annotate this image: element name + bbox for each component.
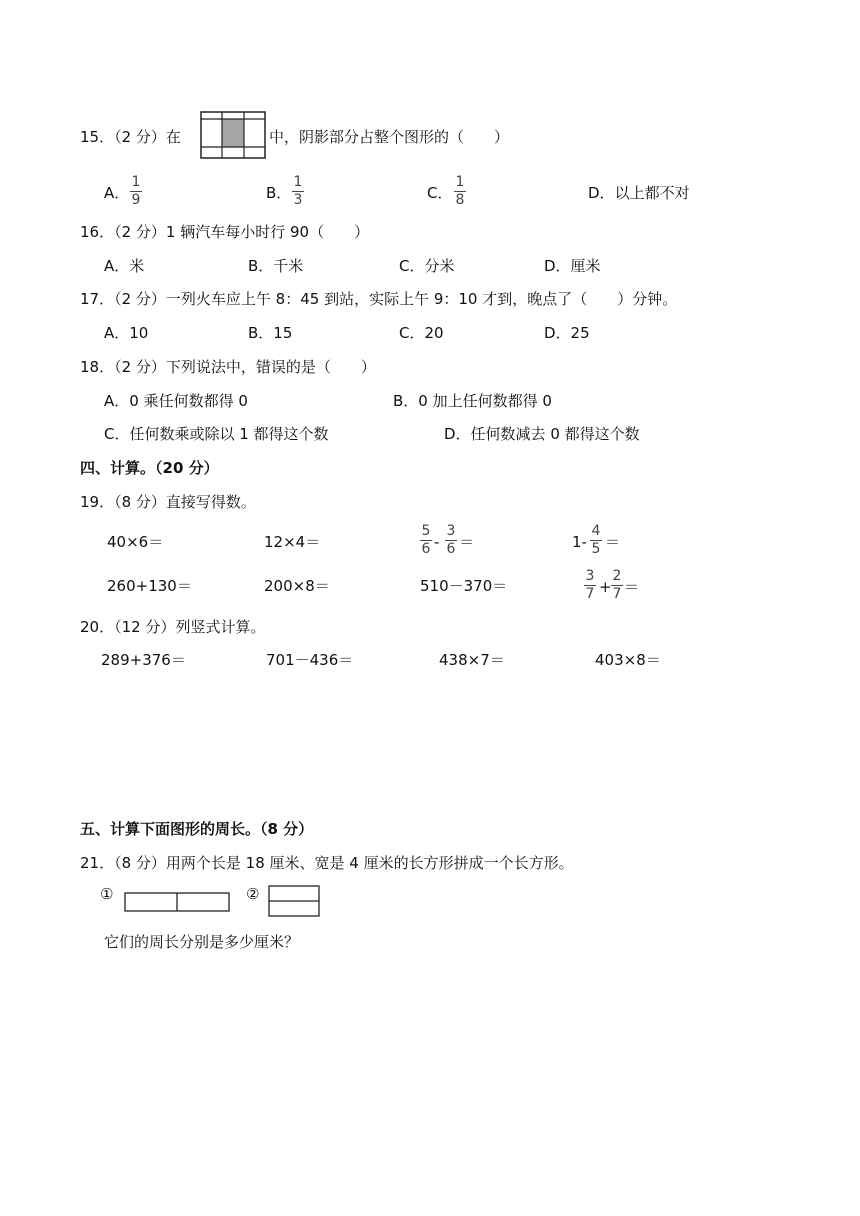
q15-option-d bbox=[588, 183, 690, 203]
q19-item-8-equals: ＝ bbox=[624, 578, 640, 596]
q15-option-d-letter: D． bbox=[588, 184, 615, 202]
numerator: 2 bbox=[612, 568, 622, 584]
q19-item-3-operator: - bbox=[434, 533, 440, 551]
numerator: 1 bbox=[293, 174, 303, 190]
q20-item-3: 438×7＝ bbox=[439, 651, 505, 669]
numerator: 1 bbox=[455, 174, 465, 190]
denominator: 7 bbox=[585, 586, 595, 602]
q15-option-a-letter: A． bbox=[104, 184, 130, 202]
q19-item-8-fraction-b bbox=[611, 569, 623, 602]
q19-item-4-equals: ＝ bbox=[605, 533, 621, 551]
figure-2-label: ② bbox=[246, 885, 260, 903]
q18-option-a: A．0 乘任何数都得 0 bbox=[104, 392, 248, 410]
q21-stem: 21．（8 分）用两个长是 18 厘米、宽是 4 厘米的长方形拼成一个长方形。 bbox=[80, 854, 574, 872]
q15-stem: 15．（2 分）在 bbox=[80, 128, 181, 146]
q19-item-1: 40×6＝ bbox=[107, 533, 164, 551]
q16-stem: 16．（2 分）1 辆汽车每小时行 90（ ） bbox=[80, 223, 370, 241]
q17-option-a: A．10 bbox=[104, 324, 149, 342]
q21-question: 它们的周长分别是多少厘米？ bbox=[104, 933, 300, 951]
q15-option-d-text: 以上都不对 bbox=[614, 184, 690, 202]
q16-option-b: B．千米 bbox=[248, 257, 304, 275]
q19-item-7: 510－370＝ bbox=[420, 577, 508, 595]
q18-option-d: D．任何数减去 0 都得这个数 bbox=[444, 425, 640, 443]
q17-stem: 17．（2 分）一列火车应上午 8：45 到站，实际上午 9：10 才到，晚点了（ ）分钟。 bbox=[80, 290, 678, 308]
q18-option-c: C．任何数乘或除以 1 都得这个数 bbox=[104, 425, 329, 443]
q19-item-6: 200×8＝ bbox=[264, 577, 330, 595]
figure-1-label: ① bbox=[100, 885, 114, 903]
q19-item-4-fraction bbox=[590, 524, 602, 557]
denominator: 8 bbox=[455, 192, 465, 208]
denominator: 7 bbox=[612, 586, 622, 602]
numerator: 4 bbox=[591, 523, 601, 539]
numerator: 1 bbox=[131, 174, 141, 190]
q16-option-c: C．分米 bbox=[399, 257, 455, 275]
q20-item-1: 289+376＝ bbox=[101, 651, 186, 669]
q16-option-a: A．米 bbox=[104, 257, 145, 275]
q19-item-8-fraction-a bbox=[584, 569, 596, 602]
q19-item-2: 12×4＝ bbox=[264, 533, 321, 551]
q18-stem: 18．（2 分）下列说法中，错误的是（ ） bbox=[80, 358, 376, 376]
figure-1-rectangles bbox=[124, 892, 230, 912]
q15-option-b-fraction bbox=[292, 175, 304, 208]
q15-grid-figure bbox=[200, 111, 266, 159]
q17-option-d: D．25 bbox=[544, 324, 590, 342]
numerator: 3 bbox=[446, 523, 456, 539]
q19-item-4-lead: 1- bbox=[572, 533, 587, 551]
q19-item-3-fraction-b bbox=[445, 524, 457, 557]
q19-item-3-fraction-a bbox=[420, 524, 432, 557]
numerator: 5 bbox=[421, 523, 431, 539]
q15-stem-after: 中，阴影部分占整个图形的（ ） bbox=[269, 128, 510, 146]
numerator: 3 bbox=[585, 568, 595, 584]
q15-option-c-fraction bbox=[454, 175, 466, 208]
denominator: 6 bbox=[421, 541, 431, 557]
q18-option-b: B．0 加上任何数都得 0 bbox=[393, 392, 552, 410]
q19-stem: 19．（8 分）直接写得数。 bbox=[80, 493, 256, 511]
q20-item-4: 403×8＝ bbox=[595, 651, 661, 669]
section-4-heading: 四、计算。（20 分） bbox=[80, 459, 219, 477]
q20-stem: 20．（12 分）列竖式计算。 bbox=[80, 618, 266, 636]
q17-option-b: B．15 bbox=[248, 324, 293, 342]
q17-option-c: C．20 bbox=[399, 324, 444, 342]
denominator: 6 bbox=[446, 541, 456, 557]
denominator: 9 bbox=[131, 192, 141, 208]
q19-item-8-operator: + bbox=[599, 578, 612, 596]
q20-item-2: 701－436＝ bbox=[266, 651, 354, 669]
q19-item-3-equals: ＝ bbox=[459, 533, 475, 551]
figure-2-rectangles bbox=[268, 885, 320, 917]
denominator: 3 bbox=[293, 192, 303, 208]
q15-option-b-letter: B． bbox=[266, 184, 292, 202]
q15-option-a-fraction bbox=[130, 175, 142, 208]
q15-option-c-letter: C． bbox=[427, 184, 453, 202]
denominator: 5 bbox=[591, 541, 601, 557]
q16-option-d: D．厘米 bbox=[544, 257, 601, 275]
section-5-heading: 五、计算下面图形的周长。（8 分） bbox=[80, 820, 314, 838]
q19-item-5: 260+130＝ bbox=[107, 577, 192, 595]
